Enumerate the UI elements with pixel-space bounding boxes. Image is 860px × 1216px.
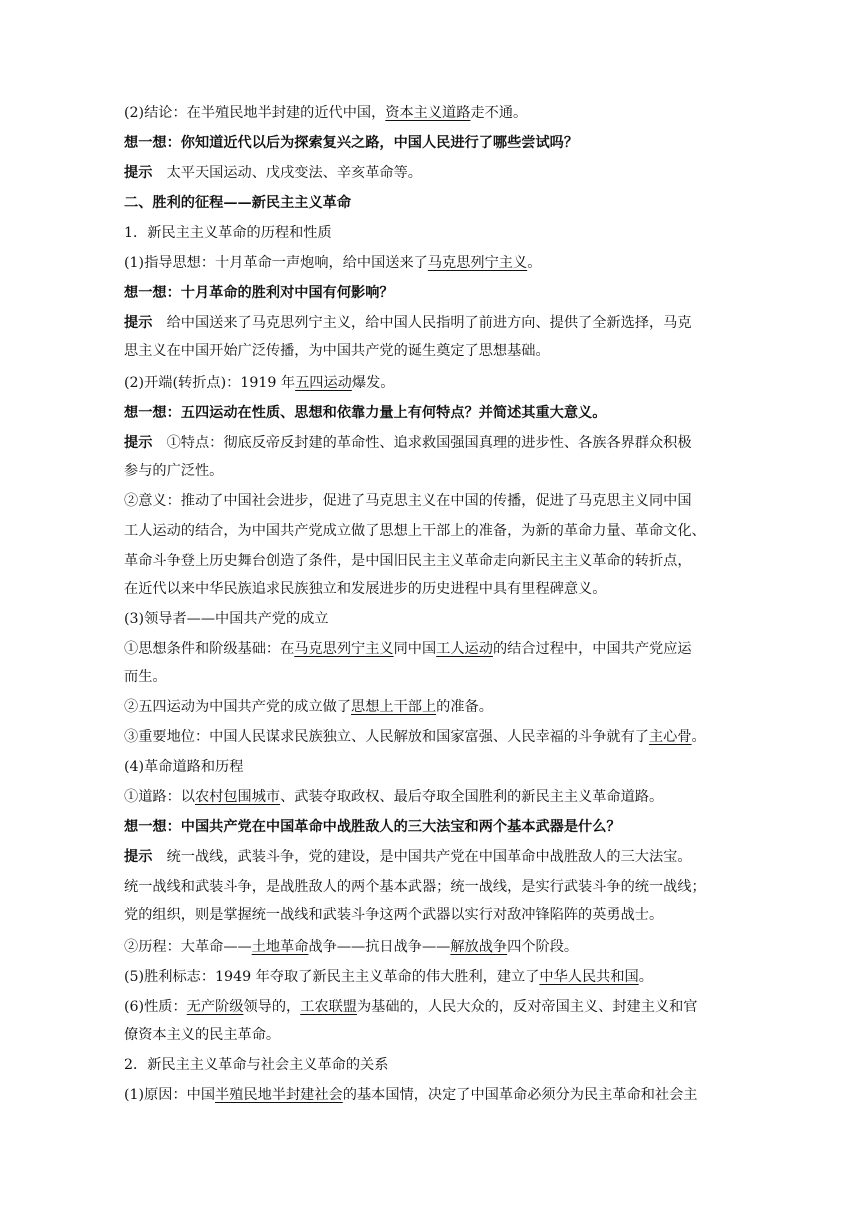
text-segment: (4)革命道路和历程 — [124, 759, 244, 775]
text-segment: 的准备。 — [436, 699, 493, 715]
underlined-answer: 工农联盟 — [300, 999, 357, 1015]
text-segment: 僚资本主义的民主革命。 — [124, 1027, 281, 1043]
text-line — [124, 521, 738, 541]
text-segment: 党的组织，则是掌握统一战线和武装斗争这两个武器以实行对敌冲锋陷阵的英勇战士。 — [124, 907, 664, 923]
text-segment: (3)领导者——中国共产党的成立 — [124, 611, 329, 627]
underlined-answer: 马克思列宁主义 — [294, 641, 394, 657]
text-line — [124, 133, 738, 153]
underlined-answer: 农村包围城市 — [194, 789, 281, 805]
text-segment: 领导的， — [243, 999, 301, 1015]
bold-text: 想一想：五四运动在性质、思想和依靠力量上有何特点？并简述其重大意义。 — [124, 405, 607, 421]
text-segment: ②历程：大革命—— — [124, 939, 252, 955]
text-segment: 2．新民主主义革命与社会主义革命的关系 — [124, 1057, 389, 1073]
text-segment: 。 — [691, 729, 706, 745]
text-segment: ②五四运动为中国共产党的成立做了 — [124, 699, 352, 715]
underlined-answer: 中华人民共和国 — [539, 969, 639, 985]
text-line — [124, 163, 738, 183]
text-segment: 的结合过程中，中国共产党应运 — [492, 641, 692, 657]
text-segment: 革命斗争登上历史舞台创造了条件，是中国旧民主主义革命走向新民主主义革命的转折点， — [124, 553, 692, 569]
underlined-answer: 资本主义道路 — [385, 105, 471, 121]
text-segment: 统一战线，武装斗争，党的建设，是中国共产党在中国革命中战胜敌人的三大法宝。 — [152, 849, 692, 865]
text-line — [124, 1055, 738, 1075]
text-segment: 。 — [527, 255, 542, 271]
underlined-answer: 解放战争 — [450, 939, 508, 955]
text-line — [124, 697, 738, 717]
bold-text: 你知道近代以后为探索复兴之路，中国人民进行了哪些尝试吗？ — [180, 135, 579, 151]
bold-text: 提示 — [124, 435, 153, 451]
bold-text: 想一想：中国共产党在中国革命中战胜敌人的三大法宝和两个基本武器是什么？ — [124, 819, 621, 835]
text-line — [124, 1085, 738, 1105]
text-line — [124, 667, 738, 687]
text-segment: (2)开端(转折点)：1919 年 — [124, 375, 296, 391]
underlined-answer: 半殖民地半封建社会 — [215, 1087, 343, 1103]
text-line — [124, 639, 738, 659]
text-line — [124, 847, 738, 867]
text-line — [124, 757, 738, 777]
text-segment: 工人运动的结合，为中国共产党成立做了思想上干部上的准备，为新的革命力量、革命文化、 — [124, 523, 706, 539]
text-line — [124, 967, 738, 987]
text-segment: ①道路：以 — [124, 789, 195, 805]
text-segment: ①特点：彻底反帝反封建的革命性、追求救国强国真理的进步性、各族各界群众积极 — [152, 435, 692, 451]
bold-text: 想一想：十月革命的胜利对中国有何影响？ — [124, 285, 394, 301]
text-line — [124, 877, 738, 897]
text-segment: 走不通。 — [470, 105, 528, 121]
text-line — [124, 551, 738, 571]
text-line — [124, 905, 738, 925]
text-line — [124, 223, 738, 243]
underlined-answer: 无产阶级 — [186, 999, 244, 1015]
bold-text: 提示 — [124, 165, 153, 181]
underlined-answer: 主心骨 — [648, 729, 692, 745]
text-segment: 爆发。 — [351, 375, 395, 391]
text-line — [124, 579, 738, 599]
text-segment: 、武装夺取政权、最后夺取全国胜利的新民主主义革命道路。 — [280, 789, 664, 805]
text-line — [124, 461, 738, 481]
text-segment: ①思想条件和阶级基础：在 — [124, 641, 295, 657]
underlined-answer: 土地革命 — [251, 939, 309, 955]
text-segment: 为基础的，人民大众的，反对帝国主义、封建主义和官 — [356, 999, 698, 1015]
bold-text: 二、胜利的征程——新民主主义革命 — [124, 195, 352, 211]
text-line — [124, 727, 738, 747]
text-segment: 在近代以来中华民族追求民族独立和发展进步的历史进程中具有里程碑意义。 — [124, 581, 607, 597]
text-line — [124, 373, 738, 393]
text-segment: ②意义：推动了中国社会进步，促进了马克思主义在中国的传播，促进了马克思主义同中国 — [124, 493, 692, 509]
text-segment: 给中国送来了马克思列宁主义，给中国人民指明了前进方向、提供了全新选择，马克 — [152, 315, 692, 331]
text-line — [124, 787, 738, 807]
text-line — [124, 937, 738, 957]
text-segment: 。 — [638, 969, 653, 985]
text-line — [124, 491, 738, 511]
text-line — [124, 433, 738, 453]
text-segment: 统一战线和武装斗争，是战胜敌人的两个基本武器；统一战线，是实行武装斗争的统一战线； — [124, 879, 706, 895]
text-segment: (2)结论：在半殖民地半封建的近代中国， — [124, 105, 386, 121]
text-segment: 的基本国情，决定了中国革命必须分为民主革命和社会主 — [342, 1087, 698, 1103]
text-line — [124, 817, 738, 837]
text-segment: ③重要地位：中国人民谋求民族独立、人民解放和国家富强、人民幸福的斗争就有了 — [124, 729, 649, 745]
text-line — [124, 103, 738, 123]
bold-text: 提示 — [124, 315, 153, 331]
text-line — [124, 253, 738, 273]
text-line — [124, 341, 738, 361]
underlined-answer: 思想上干部上 — [351, 699, 437, 715]
text-line — [124, 283, 738, 303]
underlined-answer: 工人运动 — [436, 641, 493, 657]
text-segment: 参与的广泛性。 — [124, 463, 224, 479]
text-segment: 思主义在中国开始广泛传播，为中国共产党的诞生奠定了思想基础。 — [124, 343, 550, 359]
text-segment: (5)胜利标志：1949 年夺取了新民主主义革命的伟大胜利，建立了 — [124, 969, 540, 985]
text-segment: 四个阶段。 — [507, 939, 579, 955]
text-segment: 太平天国运动、戊戌变法、辛亥革命等。 — [152, 165, 422, 181]
text-segment: (1)指导思想：十月革命一声炮响，给中国送来了 — [124, 255, 428, 271]
text-segment: 战争——抗日战争—— — [308, 939, 451, 955]
bold-text: 提示 — [124, 849, 153, 865]
text-segment: 同中国 — [393, 641, 437, 657]
bold-text: 想一想： — [124, 135, 181, 151]
text-segment: 1．新民主主义革命的历程和性质 — [124, 225, 332, 241]
underlined-answer: 五四运动 — [295, 375, 352, 391]
text-line — [124, 997, 738, 1017]
text-line — [124, 193, 738, 213]
text-segment: 而生。 — [124, 669, 167, 685]
text-line — [124, 403, 738, 423]
text-segment: (6)性质： — [124, 999, 187, 1015]
underlined-answer: 马克思列宁主义 — [427, 255, 528, 271]
text-line — [124, 1025, 738, 1045]
text-line — [124, 609, 738, 629]
text-line — [124, 313, 738, 333]
text-segment: (1)原因：中国 — [124, 1087, 216, 1103]
